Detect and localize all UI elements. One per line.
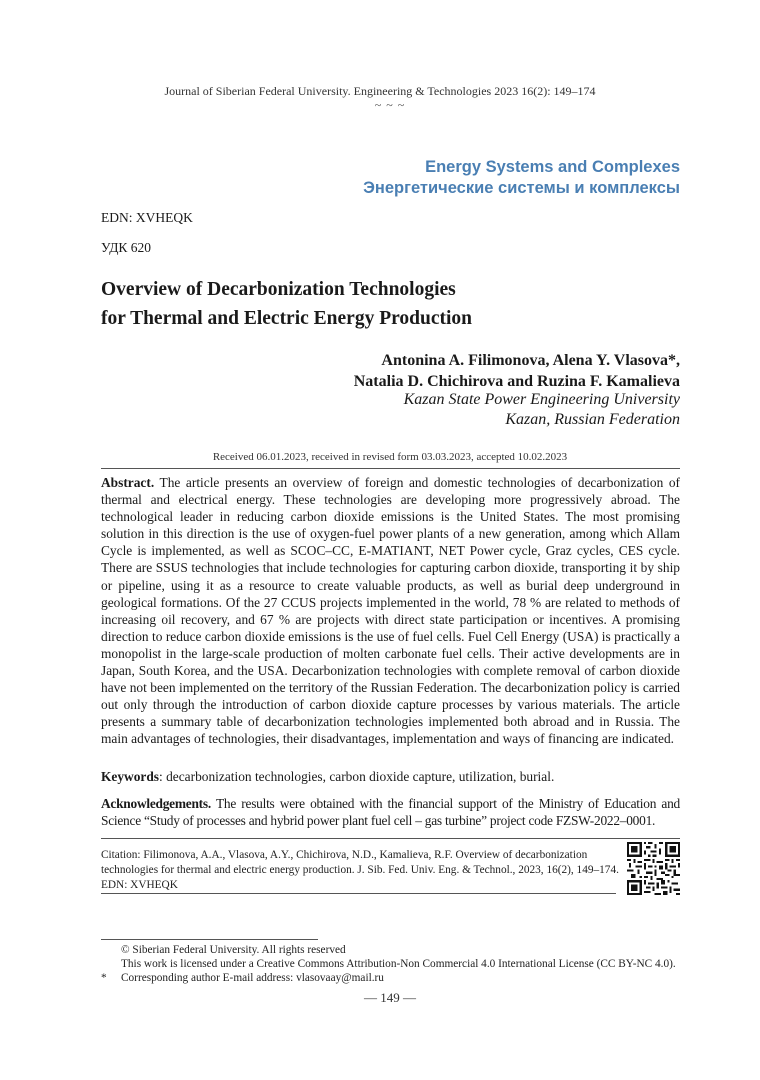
affiliation-location: Kazan, Russian Federation	[505, 411, 680, 428]
header-ornament: ~ ~ ~	[374, 98, 406, 112]
footnote-copyright: © Siberian Federal University. All rights reserved	[121, 944, 346, 956]
udk-identifier: УДК 620	[101, 240, 152, 255]
acknowledgements	[101, 795, 680, 829]
qr-code-icon[interactable]	[627, 842, 680, 895]
section-title-russian: Энергетические системы и комплексы	[363, 179, 680, 197]
citation-text: Citation: Filimonova, A.A., Vlasova, A.Y., Chichirova, N.D., Kamalieva, R.F. Overview of decarbonization technologies for thermal and electric energy production. J. Sib. Fed. Univ. Eng. & Technol., 2023, 16(2), 149–174.	[101, 849, 619, 876]
abstract	[101, 474, 680, 748]
page-number: — 149 —	[364, 990, 416, 1005]
edn-identifier: EDN: XVHEQK	[101, 210, 193, 225]
author-line-1: Antonina A. Filimonova, Alena Y. Vlasova*,	[381, 352, 680, 369]
footnote-divider	[101, 939, 318, 940]
footnote-asterisk: *	[101, 972, 107, 984]
citation-edn: EDN: XVHEQK	[101, 878, 178, 891]
footnote-corresponding-author: Corresponding author E-mail address: vlasovaay@mail.ru	[121, 972, 384, 984]
keywords-label: Keywords	[101, 769, 160, 784]
divider-top	[101, 468, 680, 469]
citation-block	[101, 848, 619, 892]
author-line-2: Natalia D. Chichirova and Ruzina F. Kamalieva	[353, 373, 680, 390]
footnote-license: This work is licensed under a Creative Commons Attribution-Non Commercial 4.0 International License (CC BY-NC 4.0).	[121, 958, 676, 970]
section-title-english: Energy Systems and Complexes	[425, 158, 680, 176]
abstract-text: The article presents an overview of foreign and domestic technologies of decarbonization of thermal and electrical energy. These technologies are developing more progressively abroad. The technological leader in reducing carbon dioxide emissions is the United States. The most promising solution in this direction is the use of oxygen-fuel power plants of a new generation, among which Allam Cycle is implemented, as well as SCOC–CC, E-MATIANT, NET Power cycle, Graz cycles, CES cycle. There are SSUS technologies that include technologies for capturing carbon dioxide, transporting it by ship or pipeline, using it as a resource to create valuable products, as well as burial deep underground in geological formations. Of the 27 CCUS projects implemented in the world, 78 % are related to methods of increasing oil recovery, and 67 % are projects with direct state participation or incentives. A promising direction to reduce carbon dioxide emissions is the use of fuel cells. Fuel Cell Energy (USA) is practically a monopolist in the large-scale production of molten carbonate fuel cells. Their active developments are in Japan, South Korea, and the USA. Decarbonization technologies with complete removal of carbon dioxide have not been implemented on the territory of the Russian Federation. The decarbonization policy is carried out only through the introduction of carbon dioxide capture processes by various materials. The article presents a summary table of decarbonization technologies implemented both abroad and in Russia. The main advantages of technologies, their disadvantages, implementation and ways of financing are indicated.	[101, 475, 681, 747]
article-title	[101, 275, 661, 333]
received-dates: Received 06.01.2023, received in revised form 03.03.2023, accepted 10.02.2023	[212, 451, 568, 463]
abstract-label: Abstract.	[101, 475, 155, 490]
acknowledgements-label: Acknowledgements.	[101, 796, 211, 811]
affiliation-university: Kazan State Power Engineering University	[403, 391, 680, 408]
divider-middle	[101, 838, 680, 839]
author-list	[354, 350, 680, 392]
affiliation	[404, 390, 680, 430]
article-title-line-1: Overview of Decarbonization Technologies	[101, 279, 456, 300]
divider-citation	[101, 893, 616, 894]
journal-header: Journal of Siberian Federal University. Engineering & Technologies 2023 16(2): 149–174	[164, 84, 596, 98]
acknowledgements-text: The results were obtained with the financial support of the Ministry of Education and Science “Study of processes and hybrid power plant fuel cell – gas turbine” project code FZSW-2022–0001.	[101, 796, 680, 829]
article-title-line-2: for Thermal and Electric Energy Production	[101, 308, 473, 329]
keywords-text: : decarbonization technologies, carbon dioxide capture, utilization, burial.	[159, 769, 555, 784]
keywords	[101, 768, 680, 785]
